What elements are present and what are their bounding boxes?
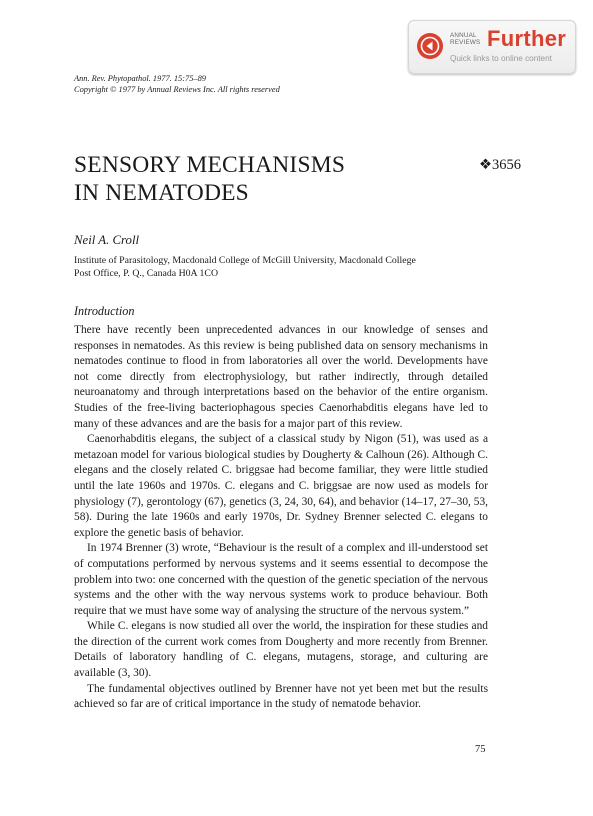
affiliation-line-2: Post Office, P. Q., Canada H0A 1CO <box>74 268 219 279</box>
section-heading: Introduction <box>74 304 135 318</box>
title-line-2: IN NEMATODES <box>74 180 249 206</box>
paragraph: In 1974 Brenner (3) wrote, “Behaviour is the result of a complex and ill-understood set of computations performed by nervous systems and it seems essential to decompose the problem into two: one concerned with the question of the genetic speciation of the nervous systems and the other with the way nervous systems work to produce behaviour. Both require that we must have some way of analysing the structure of the nervous system.” <box>74 542 488 617</box>
further-links-badge[interactable] <box>408 20 576 74</box>
annual-line: ANNUAL <box>450 32 477 39</box>
title-line-1: SENSORY MECHANISMS <box>74 152 346 178</box>
reference-number: ❖3656 <box>479 157 521 173</box>
annual-reviews-logo <box>450 32 480 46</box>
chevron-left-icon <box>417 33 443 59</box>
further-label: Further <box>487 26 567 51</box>
affiliation-line-1: Institute of Parasitology, Macdonald College of McGill University, Macdonald College <box>74 255 416 266</box>
quick-links-label: Quick links to online content <box>450 54 552 63</box>
author-affiliation <box>74 254 416 280</box>
paragraph: While C. elegans is now studied all over the world, the inspiration for these studies and the direction of the current work comes from Dougherty and more recently from Brenner. Details of laboratory handling of C. elegans, mutagens, storage, and culturing are available (3, 30). <box>74 620 488 680</box>
author-name: Neil A. Croll <box>74 233 140 247</box>
copyright-line: Copyright © 1977 by Annual Reviews Inc. All rights reserved <box>74 85 280 94</box>
paragraph: There have recently been unprecedented advances in our knowledge of senses and responses in nematodes. As this review is being published data on sensory mechanisms in nematodes continue to flood in from laboratories all over the world. Developments have not come directly from electrophysiology, but rather indirectly, through detailed neuroanatomy and through interpretations based on the behavior of the entire organism. Studies of the free-living bacteriophagous species Caenorhabditis elegans have led to many of these advances and are the basis for a major part of this review. <box>74 324 488 430</box>
citation <box>74 73 280 95</box>
paragraph: Caenorhabditis elegans, the subject of a classical study by Nigon (51), was used as a metazoan model for various biological studies by Dougherty & Calhoun (26). Although C. elegans and the closely related C. briggsae had become familiar, they were little studied until the late 1960s and 1970s. C. elegans and C. briggsae are now used as models for physiology (7), gerontology (67), genetics (3, 24, 30, 64), and behavior (14–17, 27–30, 53, 58). During the late 1960s and early 1970s, Dr. Sydney Brenner selected C. elegans to explore the genetic basis of behavior. <box>74 433 488 539</box>
page-number: 75 <box>475 744 486 755</box>
body-text <box>74 323 488 713</box>
reviews-line: REVIEWS <box>450 39 481 46</box>
paragraph: The fundamental objectives outlined by Brenner have not yet been met but the results achieved so far are of critical importance in the study of nematode behavior. <box>74 682 488 711</box>
article-title <box>74 151 345 207</box>
citation-line: Ann. Rev. Phytopathol. 1977. 15:75–89 <box>74 74 206 83</box>
